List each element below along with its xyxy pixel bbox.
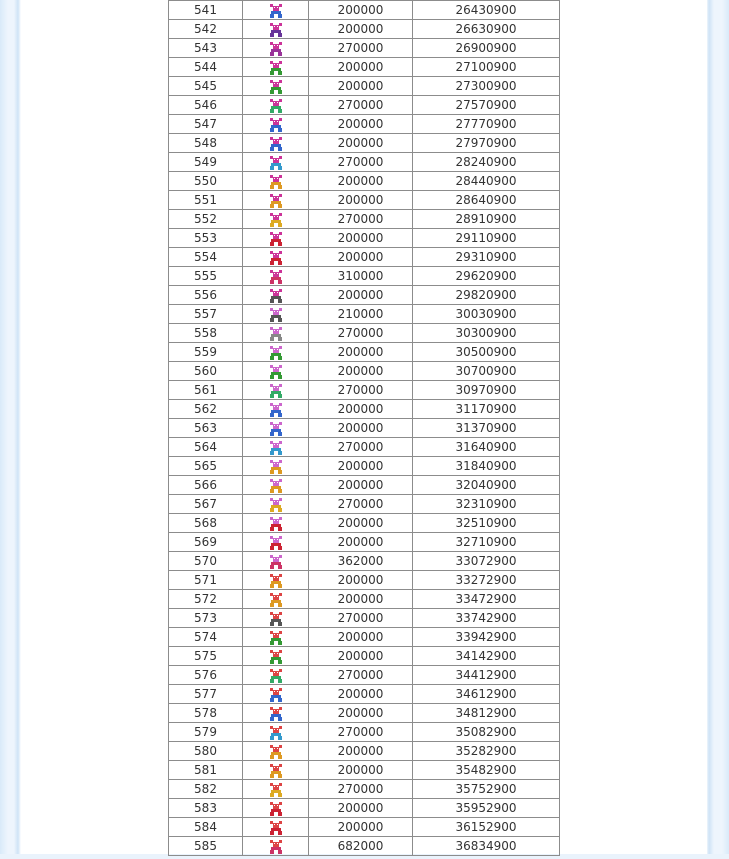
exp-cell: 200000 (309, 343, 413, 362)
character-icon (268, 403, 284, 417)
character-icon (268, 422, 284, 436)
icon-cell (243, 818, 309, 837)
icon-cell (243, 533, 309, 552)
level-cell: 567 (169, 495, 243, 514)
exp-cell: 200000 (309, 229, 413, 248)
total-exp-cell: 33742900 (413, 609, 560, 628)
exp-cell: 270000 (309, 438, 413, 457)
table-row (169, 742, 560, 761)
table-row (169, 343, 560, 362)
table-row (169, 704, 560, 723)
character-icon (268, 498, 284, 512)
icon-cell (243, 20, 309, 39)
exp-cell: 200000 (309, 704, 413, 723)
exp-cell: 270000 (309, 324, 413, 343)
exp-cell: 270000 (309, 153, 413, 172)
table-row (169, 191, 560, 210)
character-icon (268, 23, 284, 37)
character-icon (268, 574, 284, 588)
character-icon (268, 536, 284, 550)
exp-cell: 270000 (309, 39, 413, 58)
character-icon (268, 688, 284, 702)
total-exp-cell: 29110900 (413, 229, 560, 248)
total-exp-cell: 35952900 (413, 799, 560, 818)
total-exp-cell: 26630900 (413, 20, 560, 39)
exp-cell: 270000 (309, 666, 413, 685)
icon-cell (243, 210, 309, 229)
table-row (169, 77, 560, 96)
table-row (169, 495, 560, 514)
character-icon (268, 764, 284, 778)
level-cell: 569 (169, 533, 243, 552)
character-icon (268, 745, 284, 759)
table-row (169, 20, 560, 39)
character-icon (268, 118, 284, 132)
table-row (169, 58, 560, 77)
icon-cell (243, 514, 309, 533)
exp-cell: 210000 (309, 305, 413, 324)
total-exp-cell: 29820900 (413, 286, 560, 305)
icon-cell (243, 571, 309, 590)
level-cell: 573 (169, 609, 243, 628)
exp-cell: 200000 (309, 172, 413, 191)
total-exp-cell: 33942900 (413, 628, 560, 647)
total-exp-cell: 35282900 (413, 742, 560, 761)
icon-cell (243, 39, 309, 58)
character-icon (268, 156, 284, 170)
table-row (169, 552, 560, 571)
icon-cell (243, 153, 309, 172)
character-icon (268, 840, 284, 854)
icon-cell (243, 191, 309, 210)
table-row (169, 115, 560, 134)
level-cell: 563 (169, 419, 243, 438)
level-cell: 543 (169, 39, 243, 58)
icon-cell (243, 495, 309, 514)
exp-cell: 200000 (309, 20, 413, 39)
total-exp-cell: 27970900 (413, 134, 560, 153)
level-cell: 561 (169, 381, 243, 400)
table-row (169, 609, 560, 628)
character-icon (268, 460, 284, 474)
character-icon (268, 650, 284, 664)
level-cell: 564 (169, 438, 243, 457)
exp-cell: 270000 (309, 723, 413, 742)
icon-cell (243, 628, 309, 647)
level-cell: 583 (169, 799, 243, 818)
exp-cell: 270000 (309, 210, 413, 229)
table-row (169, 571, 560, 590)
total-exp-cell: 31170900 (413, 400, 560, 419)
table-row (169, 134, 560, 153)
character-icon (268, 555, 284, 569)
icon-cell (243, 115, 309, 134)
total-exp-cell: 32710900 (413, 533, 560, 552)
character-icon (268, 821, 284, 835)
exp-cell: 200000 (309, 457, 413, 476)
table-row (169, 685, 560, 704)
total-exp-cell: 33472900 (413, 590, 560, 609)
icon-cell (243, 799, 309, 818)
icon-cell (243, 742, 309, 761)
exp-cell: 200000 (309, 400, 413, 419)
icon-cell (243, 685, 309, 704)
level-cell: 568 (169, 514, 243, 533)
level-cell: 585 (169, 837, 243, 856)
level-cell: 544 (169, 58, 243, 77)
total-exp-cell: 36834900 (413, 837, 560, 856)
character-icon (268, 517, 284, 531)
character-icon (268, 441, 284, 455)
character-icon (268, 612, 284, 626)
level-cell: 578 (169, 704, 243, 723)
level-cell: 541 (169, 1, 243, 20)
character-icon (268, 783, 284, 797)
total-exp-cell: 31370900 (413, 419, 560, 438)
table-row (169, 267, 560, 286)
total-exp-cell: 33072900 (413, 552, 560, 571)
level-cell: 554 (169, 248, 243, 267)
exp-cell: 200000 (309, 818, 413, 837)
exp-cell: 200000 (309, 362, 413, 381)
total-exp-cell: 32510900 (413, 514, 560, 533)
exp-cell: 200000 (309, 742, 413, 761)
total-exp-cell: 34812900 (413, 704, 560, 723)
exp-cell: 200000 (309, 685, 413, 704)
level-cell: 581 (169, 761, 243, 780)
icon-cell (243, 666, 309, 685)
total-exp-cell: 30700900 (413, 362, 560, 381)
icon-cell (243, 286, 309, 305)
total-exp-cell: 30300900 (413, 324, 560, 343)
table-row (169, 533, 560, 552)
character-icon (268, 669, 284, 683)
exp-cell: 200000 (309, 533, 413, 552)
total-exp-cell: 36152900 (413, 818, 560, 837)
exp-cell: 362000 (309, 552, 413, 571)
level-cell: 574 (169, 628, 243, 647)
table-row (169, 666, 560, 685)
table-row (169, 39, 560, 58)
table-row (169, 153, 560, 172)
icon-cell (243, 438, 309, 457)
table-body (169, 1, 560, 856)
character-icon (268, 61, 284, 75)
table-row (169, 362, 560, 381)
table-row (169, 438, 560, 457)
level-cell: 582 (169, 780, 243, 799)
exp-cell: 270000 (309, 495, 413, 514)
icon-cell (243, 134, 309, 153)
icon-cell (243, 96, 309, 115)
exp-cell: 682000 (309, 837, 413, 856)
level-cell: 584 (169, 818, 243, 837)
exp-cell: 200000 (309, 571, 413, 590)
character-icon (268, 4, 284, 18)
table-row (169, 723, 560, 742)
total-exp-cell: 34612900 (413, 685, 560, 704)
exp-cell: 200000 (309, 115, 413, 134)
total-exp-cell: 28910900 (413, 210, 560, 229)
exp-cell: 200000 (309, 799, 413, 818)
character-icon (268, 308, 284, 322)
total-exp-cell: 30970900 (413, 381, 560, 400)
icon-cell (243, 172, 309, 191)
level-cell: 542 (169, 20, 243, 39)
table-row (169, 1, 560, 20)
icon-cell (243, 58, 309, 77)
level-cell: 546 (169, 96, 243, 115)
total-exp-cell: 29620900 (413, 267, 560, 286)
total-exp-cell: 33272900 (413, 571, 560, 590)
table-row (169, 305, 560, 324)
exp-cell: 270000 (309, 780, 413, 799)
character-icon (268, 251, 284, 265)
table-row (169, 476, 560, 495)
level-cell: 555 (169, 267, 243, 286)
exp-cell: 200000 (309, 77, 413, 96)
total-exp-cell: 34142900 (413, 647, 560, 666)
character-icon (268, 479, 284, 493)
level-exp-table (168, 0, 560, 856)
level-cell: 576 (169, 666, 243, 685)
exp-cell: 270000 (309, 609, 413, 628)
icon-cell (243, 77, 309, 96)
total-exp-cell: 30500900 (413, 343, 560, 362)
icon-cell (243, 419, 309, 438)
table-row (169, 172, 560, 191)
table-row (169, 381, 560, 400)
level-cell: 575 (169, 647, 243, 666)
total-exp-cell: 26430900 (413, 1, 560, 20)
character-icon (268, 327, 284, 341)
total-exp-cell: 27770900 (413, 115, 560, 134)
level-cell: 559 (169, 343, 243, 362)
icon-cell (243, 476, 309, 495)
icon-cell (243, 704, 309, 723)
exp-cell: 200000 (309, 1, 413, 20)
icon-cell (243, 457, 309, 476)
character-icon (268, 42, 284, 56)
table-row (169, 457, 560, 476)
level-cell: 545 (169, 77, 243, 96)
table-row (169, 514, 560, 533)
level-cell: 566 (169, 476, 243, 495)
character-icon (268, 726, 284, 740)
icon-cell (243, 780, 309, 799)
character-icon (268, 384, 284, 398)
total-exp-cell: 30030900 (413, 305, 560, 324)
exp-cell: 270000 (309, 381, 413, 400)
character-icon (268, 175, 284, 189)
total-exp-cell: 31640900 (413, 438, 560, 457)
total-exp-cell: 35752900 (413, 780, 560, 799)
table-row (169, 419, 560, 438)
character-icon (268, 631, 284, 645)
character-icon (268, 346, 284, 360)
character-icon (268, 99, 284, 113)
table-row (169, 210, 560, 229)
icon-cell (243, 229, 309, 248)
level-cell: 556 (169, 286, 243, 305)
icon-cell (243, 1, 309, 20)
total-exp-cell: 32310900 (413, 495, 560, 514)
table-row (169, 96, 560, 115)
exp-cell: 200000 (309, 647, 413, 666)
total-exp-cell: 35082900 (413, 723, 560, 742)
total-exp-cell: 28240900 (413, 153, 560, 172)
character-icon (268, 270, 284, 284)
table-row (169, 324, 560, 343)
total-exp-cell: 29310900 (413, 248, 560, 267)
table-row (169, 799, 560, 818)
exp-cell: 200000 (309, 590, 413, 609)
total-exp-cell: 27300900 (413, 77, 560, 96)
level-cell: 571 (169, 571, 243, 590)
character-icon (268, 802, 284, 816)
total-exp-cell: 35482900 (413, 761, 560, 780)
level-cell: 579 (169, 723, 243, 742)
icon-cell (243, 267, 309, 286)
icon-cell (243, 837, 309, 856)
level-cell: 553 (169, 229, 243, 248)
icon-cell (243, 761, 309, 780)
exp-cell: 200000 (309, 134, 413, 153)
icon-cell (243, 400, 309, 419)
icon-cell (243, 552, 309, 571)
table-row (169, 400, 560, 419)
total-exp-cell: 27100900 (413, 58, 560, 77)
level-cell: 550 (169, 172, 243, 191)
total-exp-cell: 31840900 (413, 457, 560, 476)
table-row (169, 229, 560, 248)
icon-cell (243, 647, 309, 666)
table-row (169, 647, 560, 666)
exp-cell: 200000 (309, 58, 413, 77)
character-icon (268, 137, 284, 151)
icon-cell (243, 362, 309, 381)
level-cell: 558 (169, 324, 243, 343)
level-cell: 565 (169, 457, 243, 476)
level-cell: 548 (169, 134, 243, 153)
table-row (169, 761, 560, 780)
character-icon (268, 593, 284, 607)
icon-cell (243, 723, 309, 742)
level-cell: 560 (169, 362, 243, 381)
level-cell: 580 (169, 742, 243, 761)
exp-cell: 200000 (309, 628, 413, 647)
exp-cell: 200000 (309, 476, 413, 495)
exp-cell: 200000 (309, 248, 413, 267)
total-exp-cell: 34412900 (413, 666, 560, 685)
level-cell: 557 (169, 305, 243, 324)
level-cell: 547 (169, 115, 243, 134)
exp-cell: 310000 (309, 267, 413, 286)
exp-cell: 200000 (309, 286, 413, 305)
icon-cell (243, 381, 309, 400)
total-exp-cell: 26900900 (413, 39, 560, 58)
table-row (169, 818, 560, 837)
level-cell: 577 (169, 685, 243, 704)
character-icon (268, 707, 284, 721)
total-exp-cell: 28640900 (413, 191, 560, 210)
level-cell: 570 (169, 552, 243, 571)
exp-cell: 200000 (309, 514, 413, 533)
table-row (169, 837, 560, 856)
level-cell: 551 (169, 191, 243, 210)
content-panel (21, 0, 707, 854)
icon-cell (243, 324, 309, 343)
total-exp-cell: 27570900 (413, 96, 560, 115)
character-icon (268, 232, 284, 246)
character-icon (268, 80, 284, 94)
level-cell: 552 (169, 210, 243, 229)
total-exp-cell: 32040900 (413, 476, 560, 495)
character-icon (268, 213, 284, 227)
character-icon (268, 194, 284, 208)
level-cell: 562 (169, 400, 243, 419)
exp-cell: 270000 (309, 96, 413, 115)
icon-cell (243, 248, 309, 267)
table-row (169, 628, 560, 647)
character-icon (268, 289, 284, 303)
table-row (169, 248, 560, 267)
exp-cell: 200000 (309, 761, 413, 780)
exp-cell: 200000 (309, 191, 413, 210)
level-cell: 549 (169, 153, 243, 172)
icon-cell (243, 590, 309, 609)
icon-cell (243, 609, 309, 628)
exp-cell: 200000 (309, 419, 413, 438)
total-exp-cell: 28440900 (413, 172, 560, 191)
table-row (169, 590, 560, 609)
icon-cell (243, 305, 309, 324)
character-icon (268, 365, 284, 379)
icon-cell (243, 343, 309, 362)
table-row (169, 286, 560, 305)
level-cell: 572 (169, 590, 243, 609)
table-row (169, 780, 560, 799)
